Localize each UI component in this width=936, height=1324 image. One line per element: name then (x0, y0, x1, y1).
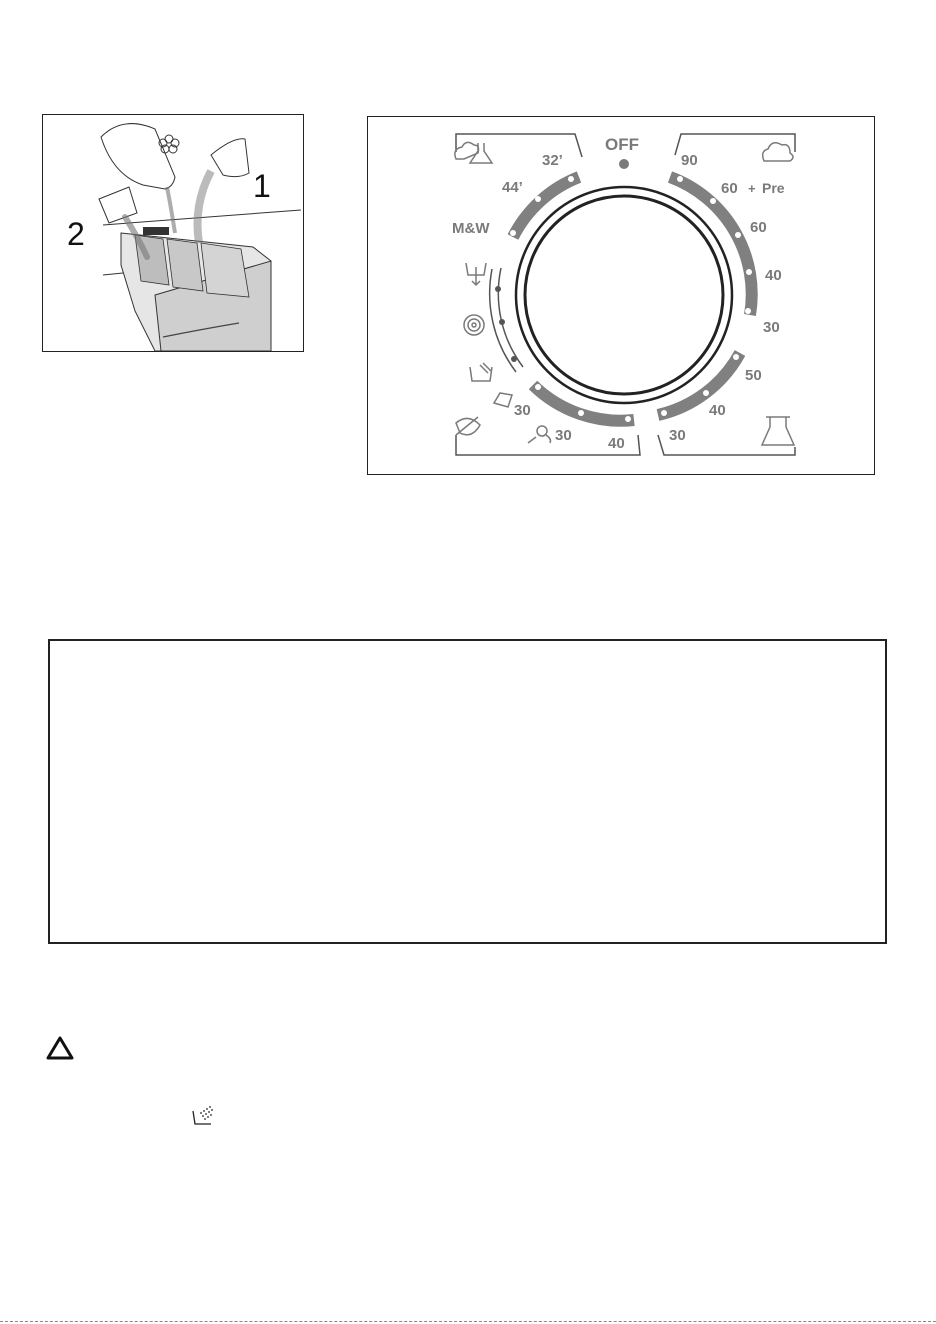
off-indicator-dot (619, 159, 629, 169)
program-dial-figure (367, 116, 875, 475)
leaf-icon (456, 417, 480, 435)
hand-wash-icon (494, 393, 512, 407)
express-32-label: 32’ (542, 152, 563, 169)
compartment-label-2: 2 (67, 216, 85, 252)
cotton-60-pre-number: 60 (721, 180, 738, 197)
detergent-drawer-figure (42, 114, 304, 352)
synthetics-flask-icon (762, 417, 794, 445)
cotton-60-label: 60 (750, 219, 767, 236)
delicate-40-label: 40 (608, 435, 625, 452)
spin-spiral-icon (464, 315, 484, 335)
cotton-30-label: 30 (763, 319, 780, 336)
compartment-label-1: 1 (253, 168, 271, 204)
rinse-shower-icon (191, 1103, 217, 1125)
detergent-drawer-illustration (43, 115, 303, 351)
cotton-90-label: 90 (681, 152, 698, 169)
arc-express (513, 177, 579, 237)
warning-triangle-icon (46, 1036, 74, 1060)
mix-and-wash-label: M&W (452, 220, 490, 237)
cotton-60-pre-word: Pre (762, 180, 785, 196)
synthetics-50-label: 50 (745, 367, 762, 384)
synthetics-40-label: 40 (709, 402, 726, 419)
drain-icon (466, 263, 486, 285)
dial-outer-ring (516, 187, 732, 403)
synthetics-30-label: 30 (669, 427, 686, 444)
wool-30-label: 30 (555, 427, 572, 444)
hand-wash-30-label: 30 (514, 402, 531, 419)
express-44-label: 44’ (502, 179, 523, 196)
page-bottom-dashed-line (0, 1321, 936, 1322)
cotton-cloud-icon (763, 143, 793, 161)
dial-knob[interactable] (525, 196, 723, 394)
cotton-60-pre-plus: + (748, 181, 756, 196)
wool-icon (528, 426, 551, 443)
off-label: OFF (605, 135, 639, 154)
cloud-flask-icon (455, 142, 492, 163)
info-box (48, 639, 887, 944)
program-dial (368, 117, 874, 474)
rinse-icon (470, 363, 492, 381)
cotton-40-label: 40 (765, 267, 782, 284)
